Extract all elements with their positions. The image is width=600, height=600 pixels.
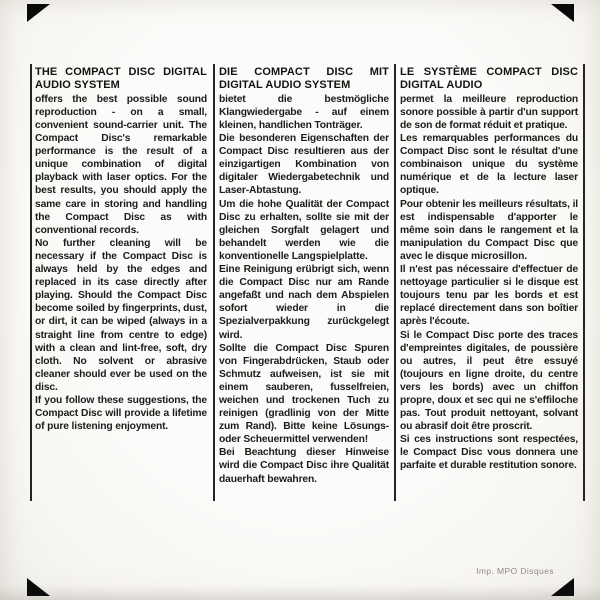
- column-english-paragraph: offers the best possible sound reproduction - on a small, convenient sound-carrier unit. The Compact Disc's remarkable performance is the result of a unique combination of digital playback with laser optics. For the best results, you should apply the same care in storing and handling the Compact Disc as with conventional records.: [35, 93, 207, 236]
- column-rule-left: [30, 64, 32, 501]
- column-french-paragraph: Si ces instructions sont respectées, le Compact Disc vous donnera une parfaite et durable restitution sonore.: [400, 434, 578, 472]
- column-english-paragraph: If you follow these suggestions, the Compact Disc will provide a lifetime of pure listening enjoyment.: [35, 394, 207, 433]
- column-german-paragraph: Um die hohe Qualität der Compact Disc zu erhalten, sollte sie mit der gleichen Sorgfalt gelagert und behandelt werden wie die konventionelle Langspielplatte.: [219, 198, 389, 262]
- column-french: [400, 66, 578, 473]
- column-english: [35, 66, 207, 433]
- column-french-paragraph: Il n'est pas nécessaire d'effectuer de nettoyage particulier si le disque est toujours tenu par les bords et est replacé directement dans son boîtier après l'écoute.: [400, 264, 578, 328]
- column-french-paragraph: Pour obtenir les meilleurs résultats, il est indispensable d'apporter le même soin dans le rangement et la manipulation du Compact Disc que avec le disque microsillon.: [400, 198, 578, 262]
- column-rule-between-german-french: [394, 64, 396, 501]
- column-german-paragraph: Bei Beachtung dieser Hinweise wird die Compact Disc ihre Qualität dauerhaft bewahren.: [219, 447, 389, 485]
- column-french-heading: LE SYSTÈME COMPACT DISC DIGITAL AUDIO: [400, 66, 578, 92]
- column-german-paragraph: bietet die bestmögliche Klangwiedergabe - auf einem kleinen, handlichen Tonträger.: [219, 93, 389, 131]
- crop-mark-top-left-icon: [27, 4, 50, 22]
- crop-mark-bottom-left-icon: [27, 578, 50, 596]
- imprint: Imp. MPO Disques: [476, 566, 554, 576]
- column-german-paragraph: Sollte die Compact Disc Spuren von Fingerabdrücken, Staub oder Schmutz aufweisen, ist sie mit einem sauberen, fusselfreien, weichen und trockenen Tuch zu reinigen (gradlinig von der Mitte zum Rand). Bitte keine Lösungs- oder Scheuermittel verwenden!: [219, 342, 389, 446]
- column-french-paragraph: Les remarquables performances du Compact Disc sont le résultat d'une combinaison unique du système numérique et de la lecture laser optique.: [400, 133, 578, 197]
- column-french-paragraph: permet la meilleure reproduction sonore possible à partir d'un support de son de format réduit et pratique.: [400, 93, 578, 131]
- column-french-paragraph: Si le Compact Disc porte des traces d'empreintes digitales, de poussière ou autres, il peut être essuyé (toujours en ligne droite, du centre vers les bords) avec un chiffon propre, doux et sec qui ne s'effiloche pas. Tout produit nettoyant, solvant ou abrasif doit être proscrit.: [400, 329, 578, 433]
- column-german-paragraph: Die besonderen Eigenschaften der Compact Disc resultieren aus der einzigartigen Kombination von digitaler Wiedergabetechnik und Laser-Abtastung.: [219, 133, 389, 197]
- crop-mark-top-right-icon: [551, 4, 574, 22]
- column-german-heading: DIE COMPACT DISC MIT DIGITAL AUDIO SYSTEM: [219, 66, 389, 92]
- column-german: [219, 66, 389, 486]
- column-german-paragraph: Eine Reinigung erübrigt sich, wenn die Compact Disc nur am Rande angefaßt und nach dem Abspielen sofort wieder in die Spezialverpakkung zurückgelegt wird.: [219, 264, 389, 341]
- column-english-heading: THE COMPACT DISC DIGITAL AUDIO SYSTEM: [35, 66, 207, 92]
- crop-mark-bottom-right-icon: [551, 578, 574, 596]
- column-rule-right: [583, 64, 585, 501]
- column-english-paragraph: No further cleaning will be necessary if the Compact Disc is always held by the edges and replaced in its case directly after playing. Should the Compact Disc become soiled by fingerprints, dust, or dirt, it can be wiped (always in a straight line from centre to edge) with a clean and lint-free, soft, dry cloth. No solvent or abrasive cleaner should ever be used on the disc.: [35, 237, 207, 393]
- column-rule-between-english-german: [213, 64, 215, 501]
